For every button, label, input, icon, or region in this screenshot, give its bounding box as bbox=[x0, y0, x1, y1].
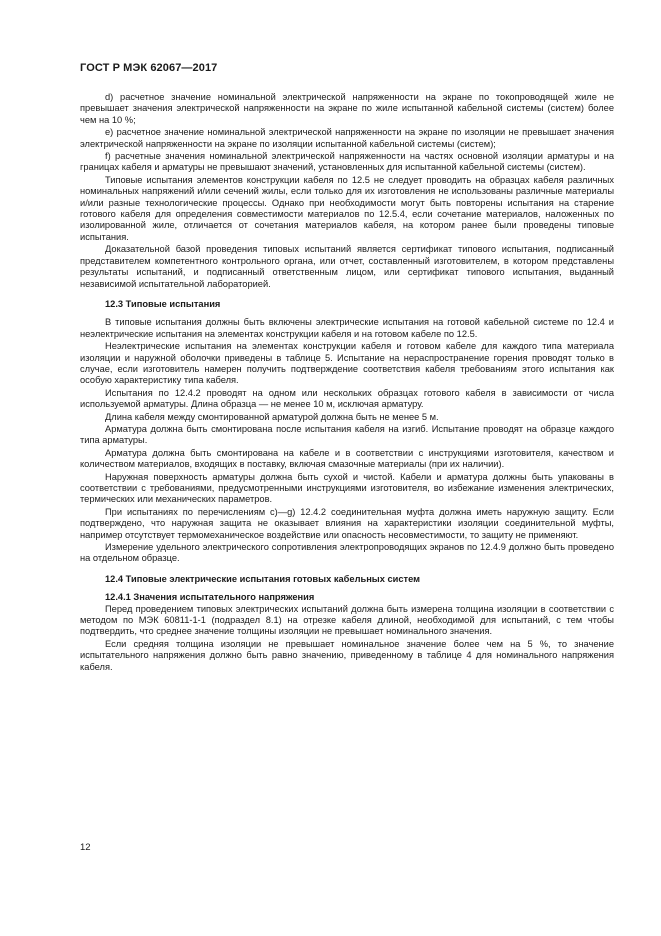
paragraph-joint-protection: При испытаниях по перечислениям с)—g) 12.4.2 соединительная муфта должна иметь наружную защиту. Если подтверждено, что наружная защита не оказывает влияния на характеристики изоляции соединительной муфты, например отсутствует термомеханическое воздействие или опасность несовместимости, то защиту не применяют. bbox=[80, 506, 614, 540]
page-number: 12 bbox=[80, 842, 91, 853]
paragraph-cable-length: Длина кабеля между смонтированной арматурой должна быть не менее 5 м. bbox=[105, 411, 439, 422]
paragraph-type-tests-scope: В типовые испытания должны быть включены электрические испытания на готовой кабельной системе по 12.4 и неэлектрические испытания на элементах конструкции кабеля и на готовом кабеле по 12.5. bbox=[80, 317, 614, 339]
paragraph-insulation-thickness: Перед проведением типовых электрических испытаний должна быть измерена толщина изоляции в соответствии с методом по МЭК 60811-1-1 (подраздел 8.1) на отрезке кабеля длиной, необходимой для испытаний, с тем чтобы подтвердить, что среднее значение толщины изоляции не превышает номинального значения. bbox=[80, 603, 614, 637]
paragraph-accessory-install: Арматура должна быть смонтирована после испытания кабеля на изгиб. Испытание проводят на образце каждого типа арматуры. bbox=[80, 423, 614, 446]
paragraph-non-electrical-tests: Неэлектрические испытания на элементах конструкции кабеля и готовом кабеле для каждого типа материала изоляции и наружной оболочки приведены в таблице 5. Испытание на нераспространение горения проводят только в случае, если изготовитель намерен получить подтверждение соответствия кабеля требованиям этого испытания как особую характеристику типа кабеля. bbox=[80, 341, 614, 386]
document-body bbox=[80, 92, 614, 674]
paragraph-evidence: Доказательной базой проведения типовых испытаний является сертификат типового испытания, подписанный представителем компетентного контрольного органа, или отчет, составленный изготовителем, в котором представлены результаты испытаний, и подписанный ответственным лицом, или сертификат типового испытания, выданный независимой испытательной лабораторией. bbox=[80, 244, 614, 289]
paragraph-resistivity: Измерение удельного электрического сопротивления электропроводящих экранов по 12.4.9 должно быть проведено на отдельном образце. bbox=[80, 542, 614, 564]
subsection-heading-12-4-1: 12.4.1 Значения испытательного напряжения bbox=[105, 592, 315, 603]
paragraph-surface-clean: Наружная поверхность арматуры должна быть сухой и чистой. Кабели и арматура должны быть упакованы в соответствии с требованиями, предусмотренными инструкциями изготовителя, во избежание изменения электрических, термических или механических параметров. bbox=[80, 471, 614, 505]
paragraph-accessory-instructions: Арматура должна быть смонтирована на кабеле и в соответствии с инструкциями изготовителя, качеством и количеством материалов, входящих в поставку, включая смазочные материалы (при их наличии). bbox=[80, 447, 614, 470]
section-heading-12-3: 12.3 Типовые испытания bbox=[105, 298, 221, 309]
paragraph-item-f: f) расчетные значения номинальной электрической напряженности на частях основной изоляции арматуры и на границах кабеля и арматуры не превышают значений, установленных для испытанной кабельной системы (систем). bbox=[80, 151, 614, 173]
document-header: ГОСТ Р МЭК 62067—2017 bbox=[80, 62, 218, 74]
paragraph-sample-length: Испытания по 12.4.2 проводят на одном или нескольких образцах готового кабеля в зависимости от числа используемой арматуры. Длина образца — не менее 10 м, исключая арматуру. bbox=[80, 387, 614, 410]
paragraph-item-e: e) расчетное значение номинальной электрической напряженности на экране по изоляции не превышает значения электрической напряженности на экране по изоляции испытанной кабельной системы (систем); bbox=[80, 127, 614, 149]
paragraph-design-tests: Типовые испытания элементов конструкции кабеля по 12.5 не следует проводить на образцах кабеля различных номинальных напряжений и/или сечений жилы, если только для их изготовления не использованы различные материалы и/или разные технологические процессы. Однако при необходимости могут быть повторены испытания на старение готового кабеля для определения совместимости материалов по 12.5.4, если сочетание материалов, наложенных по изолированной жиле, отличается от сочетания материалов кабеля, на котором ранее были проведены типовые испытания. bbox=[80, 174, 614, 242]
section-heading-12-4: 12.4 Типовые электрические испытания готовых кабельных систем bbox=[105, 573, 421, 584]
paragraph-test-voltage: Если средняя толщина изоляции не превышает номинальное значение более чем на 5 %, то значение испытательного напряжения должно быть равно значению, приведенному в таблице 4 для номинального напряжения кабеля. bbox=[80, 638, 614, 672]
paragraph-item-d: d) расчетное значение номинальной электрической напряженности на экране по токопроводящей жиле не превышает значения электрической напряженности на экране по жиле испытанной кабельной системы (систем) более чем на 10 %; bbox=[80, 92, 614, 125]
